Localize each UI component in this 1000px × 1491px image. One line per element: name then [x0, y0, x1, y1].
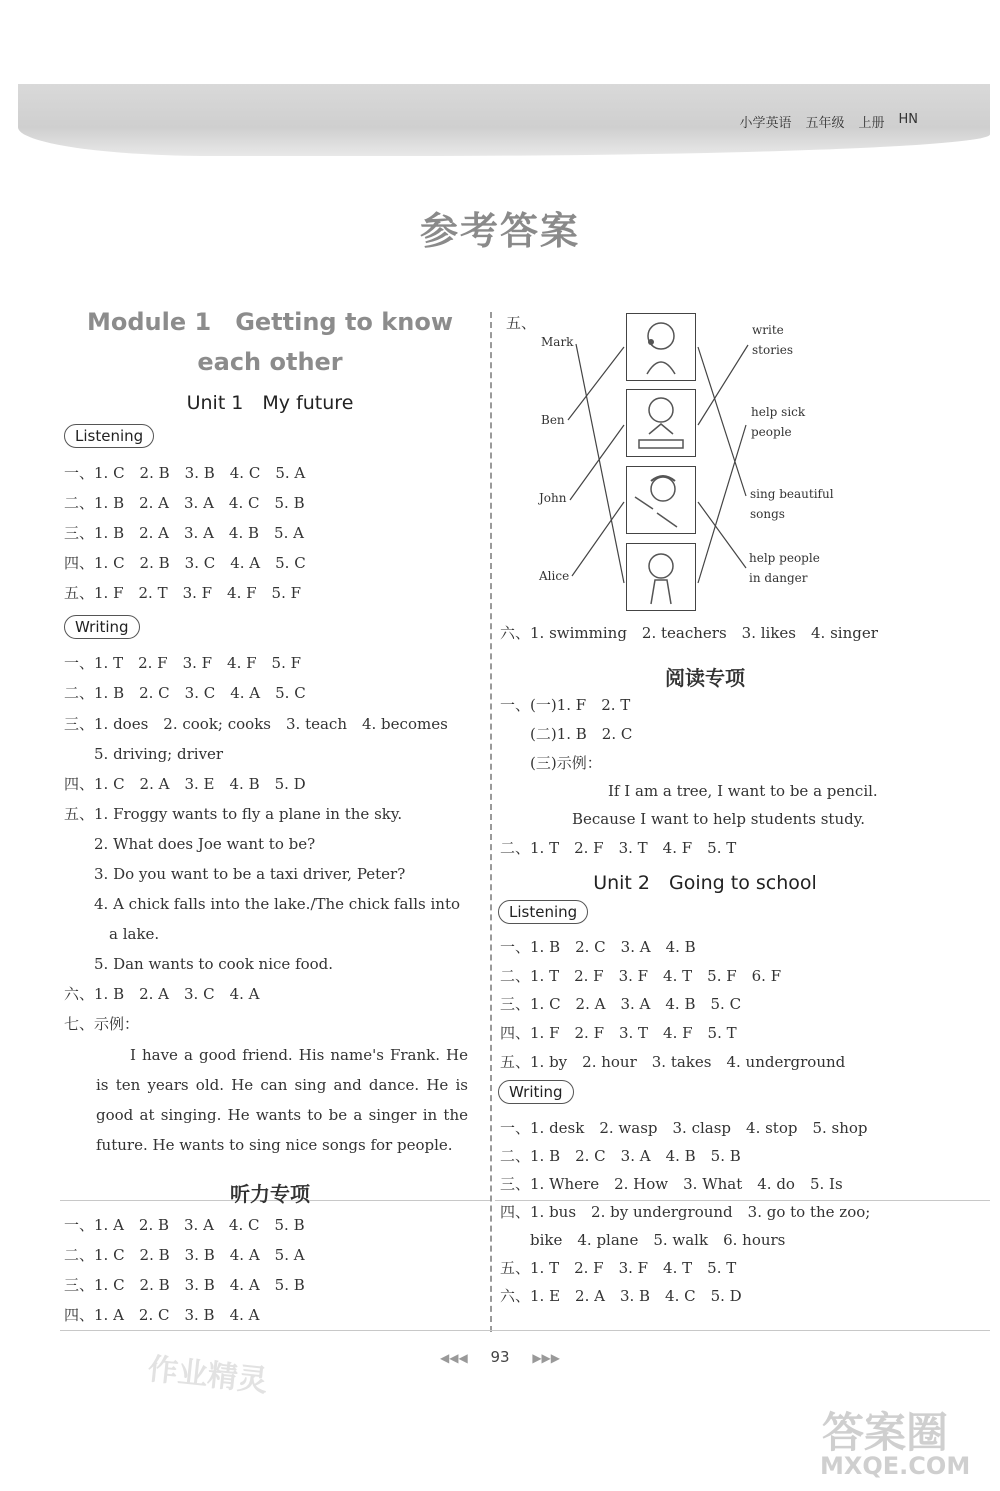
header-term: 上册	[858, 116, 885, 131]
module-title-line1: Module 1 Getting to know	[87, 308, 453, 336]
list-item: 四、1. bus 2. by underground 3. go to the zoo;	[500, 1203, 871, 1221]
list-item: 三、1. C 2. A 3. A 4. B 5. C	[500, 995, 742, 1013]
activity-write-1: write	[752, 323, 784, 337]
activity-help-sick-2: people	[751, 425, 792, 439]
list-item: 一、1. C 2. B 3. B 4. C 5. A	[64, 464, 306, 482]
list-item: a lake.	[64, 925, 160, 943]
name-john: John	[539, 491, 567, 505]
list-item: (三)示例：	[500, 754, 602, 772]
name-ben: Ben	[541, 413, 565, 427]
watermark-bottom-right: 答案圈	[822, 1408, 949, 1457]
list-item: 五、1. F 2. T 3. F 4. F 5. F	[64, 584, 302, 602]
listening-tag: Listening	[498, 900, 588, 924]
name-alice: Alice	[539, 569, 570, 583]
list-item: 一、(一)1. F 2. T	[500, 696, 631, 714]
activity-sing-1: sing beautiful	[750, 487, 834, 501]
unit1-title: Unit 1 My future	[186, 392, 354, 414]
list-item: 四、1. F 2. F 3. T 4. F 5. T	[500, 1024, 737, 1042]
list-item: 4. A chick falls into the lake./The chick falls into	[64, 895, 460, 913]
list-item: 一、1. B 2. C 3. A 4. B	[500, 938, 696, 956]
list-item: 三、1. C 2. B 3. B 4. A 5. B	[64, 1276, 305, 1294]
header-grade: 五年级	[805, 116, 845, 131]
list-item: 四、1. C 2. A 3. E 4. B 5. D	[64, 775, 306, 793]
module-title-line2: each other	[197, 348, 343, 376]
prev-arrows-icon: ◀◀◀	[439, 1351, 468, 1365]
list-item: 一、1. desk 2. wasp 3. clasp 4. stop 5. shop	[500, 1119, 868, 1137]
list-item: 三、1. B 2. A 3. A 4. B 5. A	[64, 524, 304, 542]
list-item: 一、1. A 2. B 3. A 4. C 5. B	[64, 1216, 305, 1234]
reading-example-1: If I am a tree, I want to be a pencil.	[608, 782, 878, 800]
list-item: 二、1. T 2. F 3. F 4. T 5. F 6. F	[500, 967, 782, 985]
list-item: bike 4. plane 5. walk 6. hours	[500, 1231, 786, 1249]
name-mark: Mark	[541, 335, 574, 349]
reading-example-2: Because I want to help students study.	[572, 810, 865, 828]
page-title: 参考答案	[419, 209, 580, 253]
list-item: 六、1. swimming 2. teachers 3. likes 4. singer	[500, 624, 878, 642]
matching-head: 五、	[506, 314, 537, 332]
list-item: 二、1. B 2. C 3. A 4. B 5. B	[500, 1147, 741, 1165]
header-edition: HN	[898, 112, 918, 127]
list-item: 5. Dan wants to cook nice food.	[64, 955, 334, 973]
writing-tag: Writing	[64, 615, 140, 639]
list-item: 五、1. T 2. F 3. F 4. T 5. T	[500, 1259, 737, 1277]
header-subject: 小学英语	[739, 116, 792, 131]
list-item: 七、示例：	[64, 1015, 140, 1033]
list-item: 四、1. A 2. C 3. B 4. A	[64, 1306, 260, 1324]
list-item: 二、1. T 2. F 3. T 4. F 5. T	[500, 839, 737, 857]
activity-help-sick-1: help sick	[751, 405, 806, 419]
list-item: 一、1. T 2. F 3. F 4. F 5. F	[64, 654, 302, 672]
writing-tag: Writing	[498, 1080, 574, 1104]
list-item: 2. What does Joe want to be?	[64, 835, 316, 853]
list-item: 5. driving; driver	[64, 745, 224, 763]
listening-tag: Listening	[64, 424, 154, 448]
list-item: 五、1. by 2. hour 3. takes 4. underground	[500, 1053, 846, 1071]
watermark-site: MXQE.COM	[820, 1452, 971, 1480]
list-item: 六、1. E 2. A 3. B 4. C 5. D	[500, 1287, 742, 1305]
list-item: 二、1. C 2. B 3. B 4. A 5. A	[64, 1246, 305, 1264]
list-item: 五、1. Froggy wants to fly a plane in the sky.	[64, 805, 403, 823]
divider-line	[60, 1330, 990, 1331]
activity-danger-2: in danger	[749, 571, 808, 585]
list-item: 四、1. C 2. B 3. C 4. A 5. C	[64, 554, 306, 572]
list-item: 二、1. B 2. C 3. C 4. A 5. C	[64, 684, 306, 702]
watermark-bottom-left: 作业精灵	[146, 1351, 270, 1400]
list-item: 二、1. B 2. A 3. A 4. C 5. B	[64, 494, 305, 512]
matching-lines	[0, 0, 1000, 700]
page-number: 93	[490, 1348, 510, 1366]
listening-special-title: 听力专项	[230, 1182, 310, 1206]
list-item: (二)1. B 2. C	[500, 725, 633, 743]
unit2-title: Unit 2 Going to school	[593, 872, 817, 894]
reading-title: 阅读专项	[665, 666, 745, 690]
activity-write-2: stories	[752, 343, 794, 357]
list-item: 六、1. B 2. A 3. C 4. A	[64, 985, 260, 1003]
essay-paragraph: I have a good friend. His name's Frank. He is ten years old. He can sing and dance. He is good at singing. He wants to be a singer in the future. He wants to sing nice songs for people.	[96, 1046, 468, 1154]
activity-danger-1: help people	[749, 551, 820, 565]
list-item: 三、1. Where 2. How 3. What 4. do 5. Is	[500, 1175, 843, 1193]
list-item: 3. Do you want to be a taxi driver, Peter?	[64, 865, 406, 883]
activity-sing-2: songs	[750, 507, 785, 521]
list-item: 三、1. does 2. cook; cooks 3. teach 4. becomes	[64, 715, 448, 733]
next-arrows-icon: ▶▶▶	[532, 1351, 561, 1365]
